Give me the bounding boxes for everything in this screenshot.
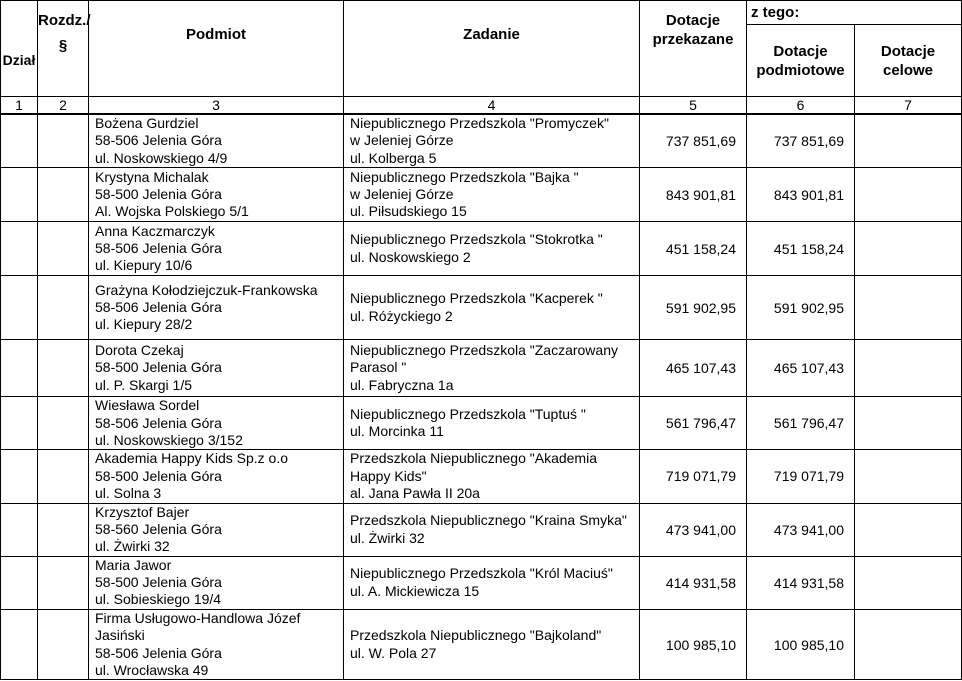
podmiot-line: Bożena Gurdziel bbox=[95, 115, 199, 131]
header-podmiot-top bbox=[89, 1, 344, 25]
dotacje-podmiotowe-value: 843 901,81 bbox=[747, 168, 855, 222]
dotacje-przekazane-value: 561 796,47 bbox=[640, 397, 747, 450]
header-przekazane-line2: przekazane bbox=[652, 30, 734, 48]
zadanie-line: Parasol " bbox=[350, 359, 407, 376]
dotacje-przekazane-value: 100 985,10 bbox=[640, 609, 747, 680]
dotacje-przekazane-value: 473 941,00 bbox=[640, 503, 747, 556]
dotacje-podmiotowe-value: 100 985,10 bbox=[747, 609, 855, 680]
zadanie-line: ul. Piłsudskiego 15 bbox=[350, 203, 467, 220]
podmiot-cell bbox=[89, 503, 344, 556]
zadanie-line: Happy Kids" bbox=[350, 467, 427, 484]
dotacje-celowe-value bbox=[855, 222, 962, 276]
rozdz-cell bbox=[38, 503, 89, 556]
rozdz-cell bbox=[38, 556, 89, 609]
podmiot-line: Maria Jawor bbox=[95, 556, 172, 573]
column-number: 5 bbox=[640, 97, 747, 115]
dotacje-celowe-value bbox=[855, 340, 962, 397]
podmiot-line: ul. Noskowskiego 4/9 bbox=[95, 149, 228, 166]
column-number: 4 bbox=[344, 97, 640, 115]
table-row bbox=[1, 503, 962, 556]
podmiot-line: 58-500 Jelenia Góra bbox=[95, 185, 222, 202]
zadanie-cell bbox=[344, 222, 640, 276]
dotacje-celowe-value bbox=[855, 397, 962, 450]
table-row bbox=[1, 397, 962, 450]
column-number-row bbox=[1, 97, 962, 115]
dotacje-celowe-value bbox=[855, 450, 962, 503]
podmiot-line: 58-506 Jelenia Góra bbox=[95, 414, 222, 431]
table-row bbox=[1, 114, 962, 168]
podmiot-line: 58-500 Jelenia Góra bbox=[95, 574, 222, 591]
podmiot-line: Jasiński bbox=[95, 627, 145, 644]
header-rozdz bbox=[38, 11, 91, 97]
header-dzial: Dział bbox=[1, 25, 38, 97]
rozdz-cell bbox=[38, 114, 89, 168]
podmiot-cell bbox=[89, 450, 344, 503]
dzial-cell bbox=[1, 340, 38, 397]
dotacje-podmiotowe-value: 591 902,95 bbox=[747, 276, 855, 340]
table-row bbox=[1, 222, 962, 276]
dotacje-podmiotowe-value: 561 796,47 bbox=[747, 397, 855, 450]
zadanie-line: Niepublicznego Przedszkola "Stokrotka " bbox=[350, 231, 603, 248]
zadanie-line: al. Jana Pawła II 20a bbox=[350, 485, 480, 502]
podmiot-line: 58-500 Jelenia Góra bbox=[95, 359, 222, 376]
zadanie-line: ul. Morcinka 11 bbox=[350, 423, 444, 440]
header-zadanie: Zadanie bbox=[344, 25, 640, 97]
table-row bbox=[1, 609, 962, 680]
zadanie-line: ul. Różyckiego 2 bbox=[350, 307, 453, 324]
zadanie-cell bbox=[344, 556, 640, 609]
column-number: 1 bbox=[1, 97, 38, 115]
zadanie-line: Niepublicznego Przedszkola "Tuptuś " bbox=[350, 405, 586, 422]
zadanie-line: Niepublicznego Przedszkola "Bajka " bbox=[350, 168, 579, 185]
dzial-cell bbox=[1, 609, 38, 680]
header-celowe-line1: Dotacje bbox=[880, 42, 936, 60]
podmiot-line: Firma Usługowo-Handlowa Józef bbox=[95, 609, 301, 626]
header-dotacje-celowe bbox=[855, 25, 962, 97]
podmiot-line: 58-500 Jelenia Góra bbox=[95, 467, 222, 484]
header-zadanie-top bbox=[344, 1, 640, 25]
dzial-cell bbox=[1, 556, 38, 609]
podmiot-line: Al. Wojska Polskiego 5/1 bbox=[95, 203, 249, 220]
podmiot-cell bbox=[89, 114, 344, 168]
zadanie-line: ul. Noskowskiego 2 bbox=[350, 248, 471, 265]
zadanie-line: Przedszkola Niepublicznego "Akademia bbox=[350, 450, 597, 467]
podmiot-line: ul. Żwirki 32 bbox=[95, 538, 170, 555]
header-podmiot: Podmiot bbox=[89, 25, 344, 97]
podmiot-line: 58-506 Jelenia Góra bbox=[95, 132, 222, 149]
podmiot-cell bbox=[89, 556, 344, 609]
header-podmiotowe-line1: Dotacje bbox=[773, 42, 828, 60]
zadanie-line: ul. Żwirki 32 bbox=[350, 529, 425, 546]
table-row bbox=[1, 276, 962, 340]
dotacje-podmiotowe-value: 465 107,43 bbox=[747, 340, 855, 397]
zadanie-line: ul. Kolberga 5 bbox=[350, 149, 437, 166]
rozdz-cell bbox=[38, 222, 89, 276]
header-z-tego: z tego: bbox=[747, 1, 962, 25]
dotacje-podmiotowe-value: 451 158,24 bbox=[747, 222, 855, 276]
zadanie-line: ul. A. Mickiewicza 15 bbox=[350, 582, 480, 599]
zadanie-line: Niepublicznego Przedszkola "Zaczarowany bbox=[350, 342, 618, 359]
dzial-cell bbox=[1, 450, 38, 503]
rozdz-cell bbox=[38, 450, 89, 503]
table-row bbox=[1, 340, 962, 397]
header-rozdz-line2: § bbox=[58, 36, 68, 54]
zadanie-line: ul. Fabryczna 1a bbox=[350, 376, 454, 393]
podmiot-cell bbox=[89, 340, 344, 397]
zadanie-cell bbox=[344, 114, 640, 168]
podmiot-cell bbox=[89, 397, 344, 450]
dotacje-przekazane-value: 591 902,95 bbox=[640, 276, 747, 340]
podmiot-line: Akademia Happy Kids Sp.z o.o bbox=[95, 450, 288, 467]
podmiot-line: Anna Kaczmarczyk bbox=[95, 222, 215, 239]
podmiot-line: ul. Kiepury 28/2 bbox=[95, 316, 193, 333]
header-rozdz-line1: Rozdz./ bbox=[38, 11, 91, 29]
zadanie-cell bbox=[344, 397, 640, 450]
table-row bbox=[1, 168, 962, 222]
dotacje-celowe-value bbox=[855, 276, 962, 340]
podmiot-line: Grażyna Kołodziejczuk-Frankowska bbox=[95, 281, 318, 298]
zadanie-cell bbox=[344, 503, 640, 556]
podmiot-line: ul. Solna 3 bbox=[95, 485, 162, 502]
podmiot-line: 58-560 Jelenia Góra bbox=[95, 520, 222, 537]
dotacje-przekazane-value: 451 158,24 bbox=[640, 222, 747, 276]
header-przekazane-line1: Dotacje bbox=[665, 11, 721, 29]
dotacje-celowe-value bbox=[855, 556, 962, 609]
podmiot-line: ul. P. Skargi 1/5 bbox=[95, 376, 193, 393]
podmiot-line: 58-506 Jelenia Góra bbox=[95, 298, 222, 315]
table-row bbox=[1, 450, 962, 503]
podmiot-line: ul. Noskowskiego 3/152 bbox=[95, 431, 243, 448]
zadanie-line: Niepublicznego Przedszkola "Kacperek " bbox=[350, 290, 603, 307]
podmiot-cell bbox=[89, 222, 344, 276]
dotacje-celowe-value bbox=[855, 114, 962, 168]
podmiot-line: 58-506 Jelenia Góra bbox=[95, 644, 222, 661]
dotacje-podmiotowe-value: 414 931,58 bbox=[747, 556, 855, 609]
dzial-cell bbox=[1, 222, 38, 276]
column-number: 3 bbox=[89, 97, 344, 115]
dotacje-podmiotowe-value: 719 071,79 bbox=[747, 450, 855, 503]
podmiot-cell bbox=[89, 276, 344, 340]
dotacje-celowe-value bbox=[855, 609, 962, 680]
podmiot-line: Dorota Czekaj bbox=[95, 342, 184, 359]
dotacje-przekazane-value: 414 931,58 bbox=[640, 556, 747, 609]
header-dzial-top bbox=[1, 1, 38, 25]
dzial-cell bbox=[1, 276, 38, 340]
column-number: 2 bbox=[38, 97, 89, 115]
podmiot-line: Krzysztof Bajer bbox=[95, 503, 190, 520]
podmiot-line: Wiesława Sordel bbox=[95, 397, 200, 414]
table-row bbox=[1, 556, 962, 609]
dotacje-podmiotowe-value: 473 941,00 bbox=[747, 503, 855, 556]
dotacje-przekazane-value: 719 071,79 bbox=[640, 450, 747, 503]
podmiot-cell bbox=[89, 609, 344, 680]
zadanie-line: ul. W. Pola 27 bbox=[350, 644, 437, 661]
header-celowe-line2: celowe bbox=[882, 61, 934, 79]
zadanie-cell bbox=[344, 340, 640, 397]
zadanie-cell bbox=[344, 168, 640, 222]
dzial-cell bbox=[1, 114, 38, 168]
dotacje-przekazane-value: 737 851,69 bbox=[640, 114, 747, 168]
dotacje-podmiotowe-value: 737 851,69 bbox=[747, 114, 855, 168]
dzial-cell bbox=[1, 503, 38, 556]
header-podmiotowe-line2: podmiotowe bbox=[756, 61, 845, 79]
podmiot-line: 58-506 Jelenia Góra bbox=[95, 239, 222, 256]
zadanie-line: w Jeleniej Górze bbox=[350, 185, 454, 202]
zadanie-cell bbox=[344, 276, 640, 340]
podmiot-cell bbox=[89, 168, 344, 222]
header-dotacje-przekazane bbox=[640, 11, 747, 97]
column-number: 7 bbox=[855, 97, 962, 115]
podmiot-line: Krystyna Michalak bbox=[95, 168, 209, 185]
podmiot-line: ul. Kiepury 10/6 bbox=[95, 257, 193, 274]
dotacje-celowe-value bbox=[855, 168, 962, 222]
podmiot-line: ul. Wrocławska 49 bbox=[95, 662, 209, 679]
zadanie-line: Niepublicznego Przedszkola "Król Maciuś" bbox=[350, 565, 613, 582]
zadanie-line: Przedszkola Niepublicznego "Kraina Smyka" bbox=[350, 512, 627, 529]
dotacje-przekazane-value: 465 107,43 bbox=[640, 340, 747, 397]
column-number: 6 bbox=[747, 97, 855, 115]
dotacje-przekazane-value: 843 901,81 bbox=[640, 168, 747, 222]
rozdz-cell bbox=[38, 276, 89, 340]
podmiot-line: ul. Sobieskiego 19/4 bbox=[95, 591, 222, 608]
zadanie-line: Niepublicznego Przedszkola "Promyczek" bbox=[350, 115, 609, 131]
zadanie-cell bbox=[344, 450, 640, 503]
dzial-cell bbox=[1, 168, 38, 222]
zadanie-cell bbox=[344, 609, 640, 680]
rozdz-cell bbox=[38, 340, 89, 397]
header-dotacje-podmiotowe bbox=[747, 25, 855, 97]
dzial-cell bbox=[1, 397, 38, 450]
dotacje-celowe-value bbox=[855, 503, 962, 556]
zadanie-line: w Jeleniej Górze bbox=[350, 132, 454, 149]
rozdz-cell bbox=[38, 397, 89, 450]
rozdz-cell bbox=[38, 168, 89, 222]
rozdz-cell bbox=[38, 609, 89, 680]
zadanie-line: Przedszkola Niepublicznego "Bajkoland" bbox=[350, 627, 602, 644]
